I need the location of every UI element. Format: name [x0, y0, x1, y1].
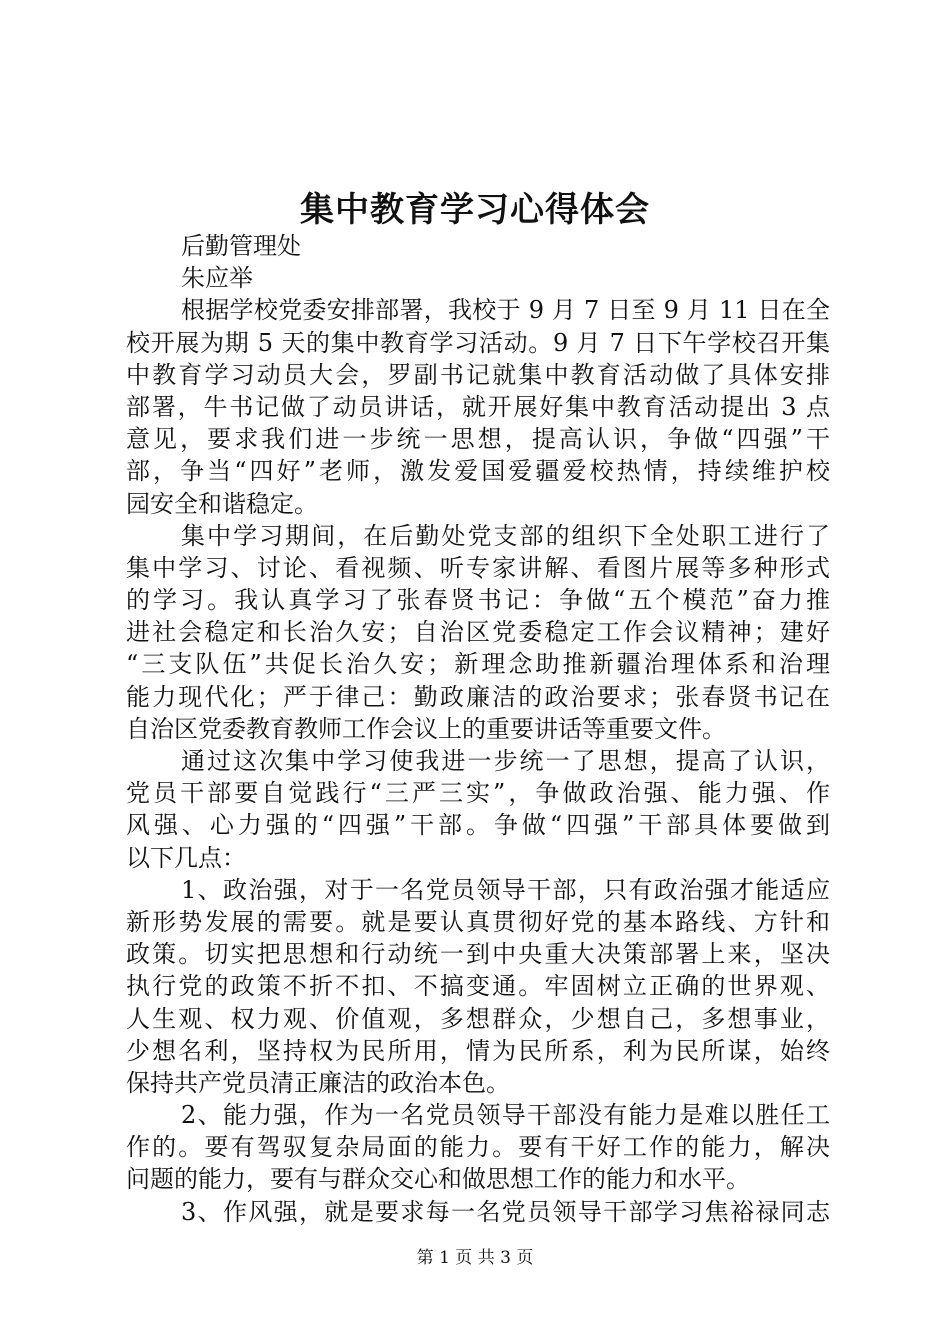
- text-line: 新形势发展的需要。就是要认真贯彻好党的基本路线、方针和: [126, 907, 830, 936]
- document-body: [126, 230, 830, 1228]
- text-line: 中教育学习动员大会，罗副书记就集中教育活动做了具体安排: [126, 360, 830, 389]
- text-line: 2、能力强，作为一名党员领导干部没有能力是难以胜任工: [181, 1101, 830, 1130]
- text-line: “三支队伍”共促长治久安；新理念助推新疆治理体系和治理: [126, 650, 830, 679]
- text-line: 朱应举: [181, 264, 253, 293]
- text-line: 园安全和谐稳定。: [126, 489, 318, 518]
- text-line: 通过这次集中学习使我进一步统一了思想，提高了认识，: [181, 747, 830, 775]
- text-line: 集中学习、讨论、看视频、听专家讲解、看图片展等多种形式: [126, 553, 830, 582]
- text-line: 以下几点：: [126, 843, 246, 872]
- text-line: 风强、心力强的“四强”干部。争做“四强”干部具体要做到: [126, 811, 830, 840]
- document-title: 集中教育学习心得体会: [300, 190, 650, 230]
- text-line: 能力现代化；严于律己：勤政廉洁的政治要求；张春贤书记在: [126, 682, 830, 711]
- text-line: 执行党的政策不折不扣、不搞变通。牢固树立正确的世界观、: [126, 972, 830, 1001]
- text-line: 党员干部要自觉践行“三严三实”，争做政治强、能力强、作: [126, 779, 830, 808]
- text-line: 政策。切实把思想和行动统一到中央重大决策部署上来，坚决: [126, 940, 830, 969]
- text-line: 的学习。我认真学习了张春贤书记：争做“五个模范”奋力推: [126, 586, 830, 615]
- page-footer: 第 1 页 共 3 页: [416, 1248, 534, 1268]
- text-line: 保持共产党员清正廉洁的政治本色。: [126, 1068, 510, 1097]
- text-line: 少想名利，坚持权为民所用，情为民所系，利为民所谋，始终: [126, 1036, 830, 1065]
- text-line: 部署，牛书记做了动员讲话，就开展好集中教育活动提出 3 点: [126, 392, 830, 421]
- text-line: 意见，要求我们进一步统一思想，提高认识，争做“四强”干: [126, 425, 830, 454]
- text-line: 人生观、权力观、价值观，多想群众，少想自己，多想事业，: [126, 1004, 830, 1033]
- text-line: 3、作风强，就是要求每一名党员领导干部学习焦裕禄同志: [181, 1197, 830, 1226]
- text-line: 集中学习期间，在后勤处党支部的组织下全处职工进行了: [181, 521, 830, 550]
- text-line: 后勤管理处: [181, 232, 301, 260]
- text-line: 1、政治强，对于一名党员领导干部，只有政治强才能适应: [181, 875, 830, 904]
- text-line: 部，争当“四好”老师，激发爱国爱疆爱校热情，持续维护校: [126, 457, 830, 486]
- text-line: 根据学校党委安排部署，我校于 9 月 7 日至 9 月 11 日在全: [181, 296, 830, 325]
- text-line: 作的。要有驾驭复杂局面的能力。要有干好工作的能力，解决: [126, 1133, 830, 1162]
- text-line: 自治区党委教育教师工作会议上的重要讲话等重要文件。: [126, 714, 726, 743]
- text-line: 问题的能力，要有与群众交心和做思想工作的能力和水平。: [126, 1165, 750, 1194]
- text-line: 校开展为期 5 天的集中教育学习活动。9 月 7 日下午学校召开集: [126, 328, 830, 357]
- text-line: 进社会稳定和长治久安；自治区党委稳定工作会议精神；建好: [126, 618, 830, 647]
